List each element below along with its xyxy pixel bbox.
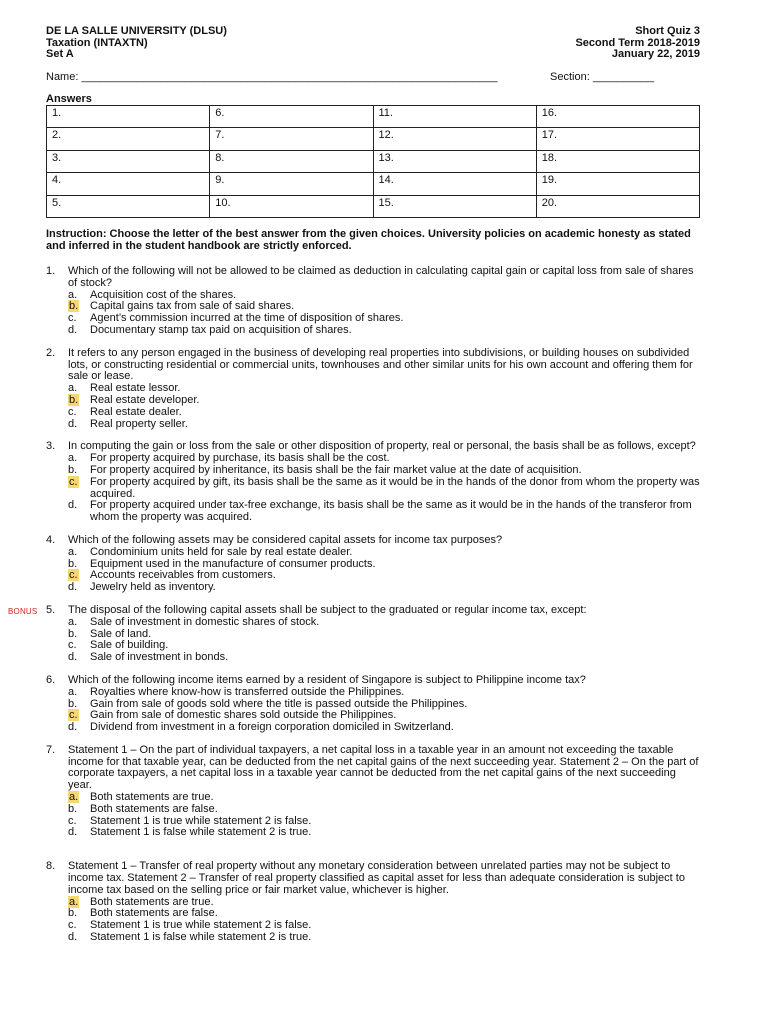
question-text: Statement 1 – Transfer of real property without any monetary consideration between unrelated parties may not be subject to income tax. Statement 2 – Transfer of real property classified as capital asset for less than adequate consideration is subject to income tax based on the selling price or fair market value, whichever is higher. bbox=[68, 860, 685, 896]
option-text: Sale of land. bbox=[90, 627, 152, 640]
option-c[interactable] bbox=[68, 407, 700, 419]
answer-cell[interactable]: 2. bbox=[47, 128, 210, 151]
option-letter: c. bbox=[68, 405, 77, 418]
answer-row bbox=[47, 128, 700, 151]
option-text: Accounts receivables from customers. bbox=[90, 569, 276, 582]
option-text: Statement 1 is true while statement 2 is false. bbox=[90, 814, 312, 827]
instruction-text: Instruction: Choose the letter of the best answer from the given choices. University policies on academic honesty as stated and inferred in the student handbook are strictly enforced. bbox=[46, 228, 691, 252]
option-text: Capital gains tax from sale of said shares. bbox=[90, 300, 295, 313]
question-text: In computing the gain or loss from the sale or other disposition of property, real or personal, the basis shall be as follows, except? bbox=[68, 440, 696, 453]
question-text: Statement 1 – On the part of individual taxpayers, a net capital loss in a taxable year in an amount not exceeding the taxable income for that taxable year, can be deducted from the net capital gains of the next succeeding year. Statement 2 – On the part of corporate taxpayers, a net capital loss in a taxable year cannot be deducted from the net capital gains of the next succeeding year. bbox=[68, 743, 699, 792]
answer-cell[interactable]: 6. bbox=[210, 105, 373, 128]
option-text: Real estate developer. bbox=[90, 393, 200, 406]
answer-cell[interactable]: 11. bbox=[373, 105, 536, 128]
highlighted-option-letter: a. bbox=[69, 791, 79, 804]
option-text: Both statements are true. bbox=[90, 791, 214, 804]
answers-table bbox=[46, 105, 700, 219]
question-2 bbox=[46, 348, 700, 431]
option-d[interactable] bbox=[68, 722, 700, 734]
option-text: Both statements are false. bbox=[90, 907, 218, 920]
question-text: It refers to any person engaged in the business of developing real properties into subdivisions, or building houses on subdivided lots, or constructing residential or commercial units, townhouses and other similar units for his own account and offering them for sale or lease. bbox=[68, 346, 693, 383]
question-number: 5. bbox=[46, 603, 56, 616]
option-letter: b. bbox=[68, 697, 78, 710]
option-text: Gain from sale of goods sold where the title is passed outside the Philippines. bbox=[90, 697, 468, 710]
quiz-title: Short Quiz 3 bbox=[635, 25, 700, 37]
option-text: For property acquired by inheritance, its basis shall be the fair market value at the date of acquisition. bbox=[90, 463, 582, 476]
option-a[interactable] bbox=[68, 617, 700, 629]
option-text: Real estate dealer. bbox=[90, 405, 182, 418]
section-field[interactable]: Section: __________ bbox=[550, 70, 654, 83]
answer-cell[interactable]: 1. bbox=[47, 105, 210, 128]
option-text: Statement 1 is true while statement 2 is false. bbox=[90, 919, 312, 932]
option-letter: d. bbox=[68, 417, 78, 430]
answer-cell[interactable]: 7. bbox=[210, 128, 373, 151]
answer-row bbox=[47, 195, 700, 218]
answer-cell[interactable]: 12. bbox=[373, 128, 536, 151]
option-text: Statement 1 is false while statement 2 is true. bbox=[90, 931, 312, 944]
option-letter: d. bbox=[68, 721, 78, 734]
answer-cell[interactable]: 8. bbox=[210, 150, 373, 173]
answer-row bbox=[47, 105, 700, 128]
answer-cell[interactable]: 13. bbox=[373, 150, 536, 173]
answer-cell[interactable]: 16. bbox=[536, 105, 699, 128]
option-text: Sale of investment in bonds. bbox=[90, 651, 229, 664]
option-letter: b. bbox=[68, 802, 78, 815]
question-number: 2. bbox=[46, 346, 56, 359]
option-letter: d. bbox=[68, 651, 78, 664]
question-3 bbox=[46, 441, 700, 524]
answer-cell[interactable]: 4. bbox=[47, 173, 210, 196]
option-c[interactable] bbox=[68, 477, 700, 501]
course-name: Taxation (INTAXTN) bbox=[46, 36, 148, 49]
question-number: 3. bbox=[46, 440, 56, 453]
answer-cell[interactable]: 20. bbox=[536, 195, 699, 218]
option-letter: c. bbox=[68, 312, 77, 325]
option-letter: c. bbox=[68, 814, 77, 827]
option-d[interactable] bbox=[68, 500, 700, 524]
option-d[interactable] bbox=[68, 325, 700, 337]
question-number: 8. bbox=[46, 860, 56, 873]
option-letter: b. bbox=[68, 463, 78, 476]
answer-cell[interactable]: 18. bbox=[536, 150, 699, 173]
option-letter: a. bbox=[68, 288, 78, 301]
option-text: Both statements are false. bbox=[90, 802, 218, 815]
question-8 bbox=[46, 861, 700, 944]
answer-cell[interactable]: 3. bbox=[47, 150, 210, 173]
option-letter: c. bbox=[68, 919, 77, 932]
option-a[interactable] bbox=[68, 687, 700, 699]
question-4 bbox=[46, 535, 700, 594]
highlighted-option-letter: a. bbox=[69, 895, 79, 908]
question-1 bbox=[46, 266, 700, 337]
answer-cell[interactable]: 19. bbox=[536, 173, 699, 196]
option-letter: b. bbox=[68, 627, 78, 640]
question-5 bbox=[8, 603, 700, 664]
quiz-page bbox=[8, 25, 700, 944]
option-text: Statement 1 is false while statement 2 is true. bbox=[90, 826, 312, 839]
question-number: 7. bbox=[46, 743, 56, 756]
name-section-line bbox=[46, 71, 700, 83]
question-6 bbox=[46, 675, 700, 734]
answers-title: Answers bbox=[46, 92, 92, 105]
term-label: Second Term 2018-2019 bbox=[575, 36, 700, 49]
question-7 bbox=[46, 745, 700, 839]
highlighted-option-letter: c. bbox=[69, 569, 78, 582]
option-text: Dividend from investment in a foreign corporation domiciled in Switzerland. bbox=[90, 721, 454, 734]
option-text: Jewelry held as inventory. bbox=[90, 581, 216, 594]
answer-row bbox=[47, 150, 700, 173]
option-text: Gain from sale of domestic shares sold outside the Philippines. bbox=[90, 709, 397, 722]
option-text: Condominium units held for sale by real estate dealer. bbox=[90, 545, 353, 558]
option-b[interactable] bbox=[68, 395, 700, 407]
highlighted-option-letter: b. bbox=[69, 393, 79, 406]
option-b[interactable] bbox=[68, 465, 700, 477]
option-d[interactable] bbox=[68, 652, 700, 664]
answer-cell[interactable]: 5. bbox=[47, 195, 210, 218]
option-text: For property acquired under tax-free exchange, its basis shall be the same as it would be in the hands of the transferor from whom the property was acquired. bbox=[90, 499, 692, 524]
option-letter: a. bbox=[68, 452, 78, 465]
question-text: Which of the following will not be allowed to be claimed as deduction in calculating capital gain or capital loss from sale of shares of stock? bbox=[68, 265, 694, 289]
option-letter: b. bbox=[68, 907, 78, 920]
option-text: Real property seller. bbox=[90, 417, 188, 430]
option-letter: d. bbox=[68, 826, 78, 839]
option-text: Agent’s commission incurred at the time of disposition of shares. bbox=[90, 312, 404, 325]
bonus-label: BONUS bbox=[8, 606, 38, 616]
option-text: For property acquired by gift, its basis shall be the same as it would be in the hands of the donor from whom the property was acquired. bbox=[90, 475, 700, 500]
option-letter: d. bbox=[68, 581, 78, 594]
option-d[interactable] bbox=[68, 932, 700, 944]
option-b[interactable] bbox=[68, 804, 700, 816]
quiz-date: January 22, 2019 bbox=[611, 48, 700, 60]
highlighted-option-letter: c. bbox=[69, 709, 78, 722]
question-text: Which of the following income items earned by a resident of Singapore is subject to Philippine income tax? bbox=[68, 673, 586, 686]
option-letter: a. bbox=[68, 615, 78, 628]
question-text: Which of the following assets may be considered capital assets for income tax purposes? bbox=[68, 533, 503, 546]
highlighted-option-letter: c. bbox=[69, 475, 78, 488]
answer-cell[interactable]: 9. bbox=[210, 173, 373, 196]
highlighted-option-letter: b. bbox=[69, 300, 79, 313]
option-text: Acquisition cost of the shares. bbox=[90, 288, 237, 301]
option-letter: d. bbox=[68, 323, 78, 336]
answer-row bbox=[47, 173, 700, 196]
option-text: For property acquired by purchase, its basis shall be the cost. bbox=[90, 452, 390, 465]
option-letter: d. bbox=[68, 499, 78, 512]
option-a[interactable] bbox=[68, 547, 700, 559]
name-field[interactable]: Name: ____________________________________________________________________ bbox=[46, 70, 498, 83]
option-text: Royalties where know-how is transferred outside the Philippines. bbox=[90, 685, 405, 698]
university-name: DE LA SALLE UNIVERSITY (DLSU) bbox=[46, 25, 227, 37]
option-letter: a. bbox=[68, 685, 78, 698]
answer-cell[interactable]: 14. bbox=[373, 173, 536, 196]
option-d[interactable] bbox=[68, 419, 700, 431]
option-text: Sale of building. bbox=[90, 639, 169, 652]
answer-cell[interactable]: 17. bbox=[536, 128, 699, 151]
question-number: 1. bbox=[46, 265, 56, 277]
set-label: Set A bbox=[46, 48, 74, 60]
question-number: 6. bbox=[46, 673, 56, 686]
option-letter: c. bbox=[68, 639, 77, 652]
document-header bbox=[46, 26, 700, 61]
option-letter: b. bbox=[68, 557, 78, 570]
answer-cell[interactable]: 10. bbox=[210, 195, 373, 218]
option-text: Sale of investment in domestic shares of stock. bbox=[90, 615, 320, 628]
answer-cell[interactable]: 15. bbox=[373, 195, 536, 218]
option-letter: d. bbox=[68, 931, 78, 944]
option-d[interactable] bbox=[68, 582, 700, 594]
question-text: The disposal of the following capital assets shall be subject to the graduated or regular income tax, except: bbox=[68, 603, 587, 616]
option-letter: a. bbox=[68, 382, 78, 395]
option-d[interactable] bbox=[68, 827, 700, 839]
option-text: Documentary stamp tax paid on acquisition of shares. bbox=[90, 323, 352, 336]
question-number: 4. bbox=[46, 533, 56, 546]
option-letter: a. bbox=[68, 545, 78, 558]
option-text: Real estate lessor. bbox=[90, 382, 181, 395]
option-text: Equipment used in the manufacture of consumer products. bbox=[90, 557, 376, 570]
option-text: Both statements are true. bbox=[90, 895, 214, 908]
